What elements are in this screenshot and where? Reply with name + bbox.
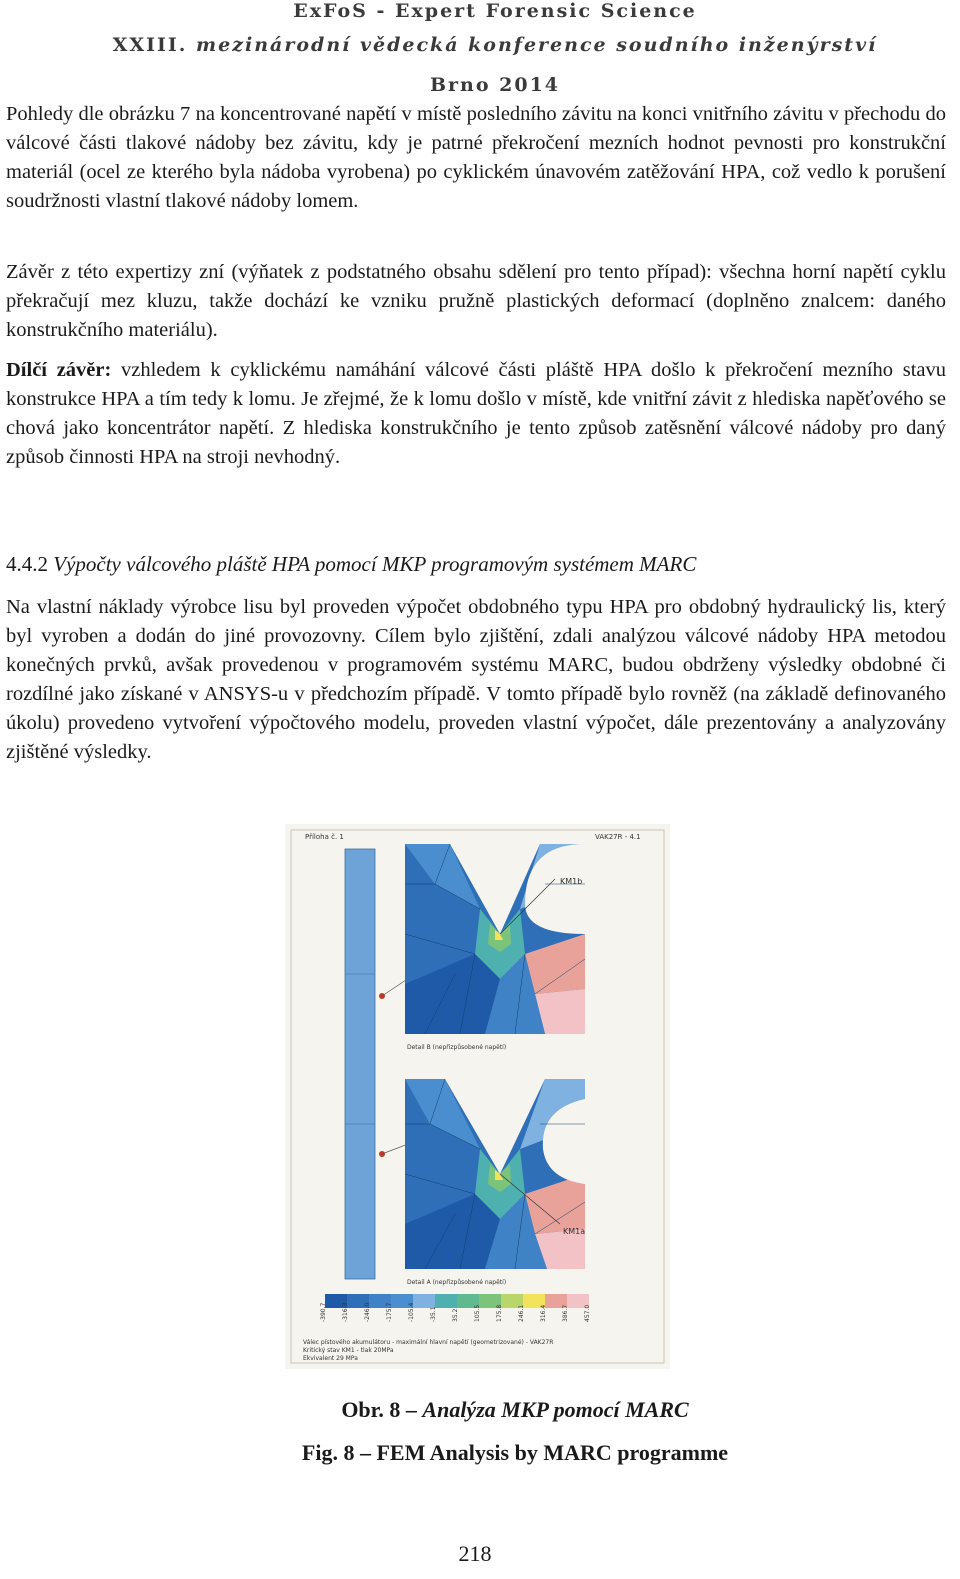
scale-tick-label: -246.0 <box>364 1302 371 1322</box>
figure-caption-en: Fig. 8 – FEM Analysis by MARC programme <box>301 1440 729 1465</box>
legend-note-2: Kritický stav KM1 - tlak 20MPa <box>303 1347 394 1354</box>
section-number: 4.4.2 <box>6 552 48 576</box>
figure-caption-cz <box>0 1397 960 1423</box>
caption-cz-title: Analýza MKP pomocí MARC <box>422 1397 689 1422</box>
fem-analysis-figure <box>285 824 670 1369</box>
page-number: 218 <box>458 1541 492 1566</box>
paragraph-4: Na vlastní náklady výrobce lisu byl proveden výpočet obdobného typu HPA pro obdobný hydraulický lis, který byl vyroben a dodán do jiné provozovny. Cílem bylo zjištění, zdali analýzou válcové nádoby HPA metodou konečných prvků, avšak provedenou v programovém systému MARC, budou obdrženy výsledky obdobné či rozdílné jako získané v ANSYS-u v předchozím případě. V tomto případě bylo rovněž (na základě definovaného úkolu) provedeno vytvoření výpočtového modelu, proveden vlastní výpočet, dále prezentovány a analyzovány zjištěné výsledky. <box>6 596 946 763</box>
conference-subtitle <box>15 34 960 56</box>
scale-tick-label: 105.5 <box>474 1304 481 1322</box>
scale-tick-label: 457.0 <box>584 1304 591 1322</box>
scale-tick-label: 35.2 <box>452 1308 459 1322</box>
section-title: Výpočty válcového pláště HPA pomocí MKP programovým systémem MARC <box>53 552 697 576</box>
cylinder-shell-strip <box>345 849 375 1279</box>
section-heading <box>6 552 696 577</box>
legend-note: Válec pístového akumulátoru - maximální hlavní napětí (geometrizované) - VAK27R <box>303 1339 554 1346</box>
km1b-label: KM1b <box>560 877 583 886</box>
conference-edition: XXIII. <box>112 34 188 56</box>
paragraph-3 <box>6 356 946 472</box>
scale-tick-label: 175.8 <box>496 1304 503 1322</box>
legend-note-3: Ekvivalent 29 MPa <box>303 1355 358 1362</box>
scale-tick-label: -105.4 <box>408 1302 415 1322</box>
detail-a-mesh <box>405 1079 585 1269</box>
scale-tick-label: 246.1 <box>518 1304 525 1322</box>
partial-conclusion-text: vzhledem k cyklickému namáhání válcové části pláště HPA došlo k překročení mezního stavu konstrukce HPA a tím tedy k lomu. Je zřejmé, že k lomu došlo v místě, kde vnitřní závit z hlediska napěťového se chová jako koncentrátor napětí. Z hlediska konstrukčního je tento způsob zatěsnění válcové nádoby pro daný způsob činnosti HPA na stroji nevhodný. <box>6 359 947 468</box>
caption-cz-prefix: Obr. 8 – <box>341 1397 417 1422</box>
detail-b-mesh <box>405 844 585 1034</box>
scale-tick-label: -390.7 <box>320 1302 327 1322</box>
drawing-code: VAK27R - 4.1 <box>595 833 641 841</box>
detail-b-title: Detail B (nepřizpůsobené napětí) <box>407 1044 507 1051</box>
scale-tick-label: -35.1 <box>430 1306 437 1322</box>
km1a-label: KM1a <box>563 1227 586 1236</box>
detail-a-title: Detail A (nepřizpůsobené napětí) <box>407 1279 507 1286</box>
scale-tick-label: 316.4 <box>540 1304 547 1322</box>
conference-title: ExFoS - Expert Forensic Science <box>293 0 697 22</box>
scale-tick-label: 386.7 <box>562 1304 569 1322</box>
partial-conclusion-label: Dílčí závěr: <box>6 359 112 381</box>
scale-tick-label: -316.3 <box>342 1302 349 1322</box>
scale-tick-label: -175.7 <box>386 1302 393 1322</box>
paragraph-1: Pohledy dle obrázku 7 na koncentrované napětí v místě posledního závitu na konci vnitřního závitu v přechodu do válcové části tlakové nádoby bez závitu, kdy je patrné překročení mezních hodnot pevnosti pro konstrukční materiál (ocel ze kterého byla nádoba vyrobena) po cyklickém únavovém zatěžování HPA, což vedlo k porušení soudržnosti vlastní tlakové nádoby lomem. <box>6 103 946 212</box>
appendix-label: Příloha č. 1 <box>305 833 344 841</box>
paragraph-2: Závěr z této expertizy zní (výňatek z podstatného obsahu sdělení pro tento případ): všechna horní napětí cyklu překračují mez kluzu, takže dochází ke vzniku pružně plastických deformací (doplněno znalcem: daného konstrukčního materiálu). <box>6 261 946 341</box>
conference-place-year: Brno 2014 <box>429 74 561 96</box>
conference-name: mezinárodní vědecká konference soudního inženýrství <box>196 34 878 56</box>
